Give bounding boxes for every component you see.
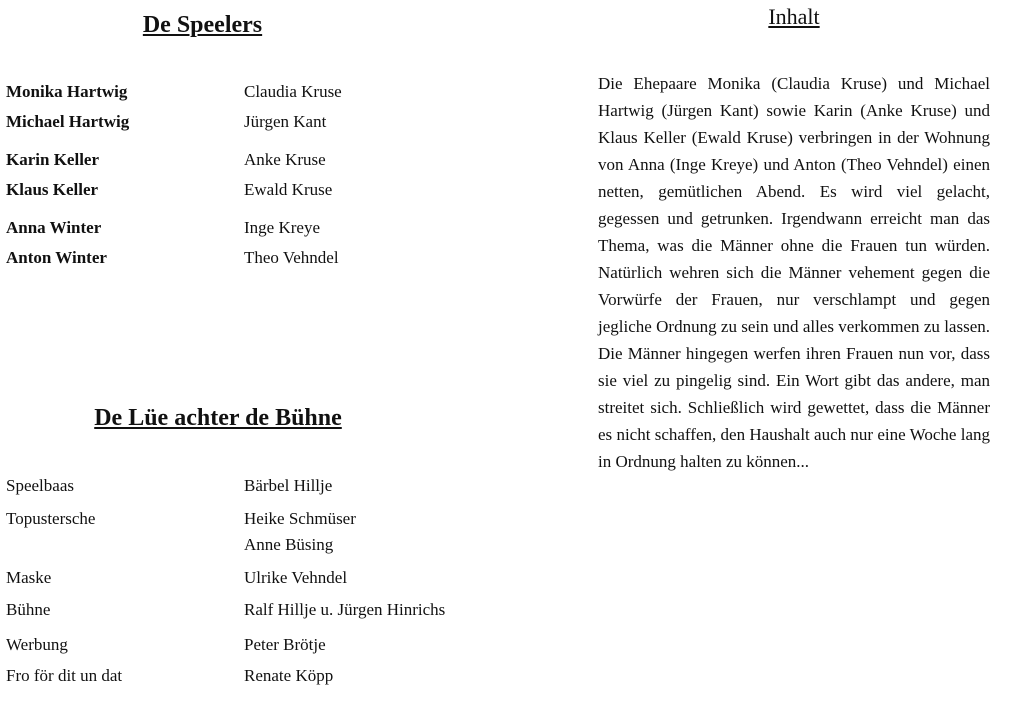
- cast-actor: Ewald Kruse: [244, 180, 333, 199]
- cast-actor: Jürgen Kant: [244, 112, 327, 131]
- cast-actor: Claudia Kruse: [244, 82, 342, 101]
- crew-name: Ralf Hillje u. Jürgen Hinrichs: [244, 600, 446, 619]
- cast-heading: De Speelers: [142, 12, 263, 38]
- crew-role: Maske: [6, 568, 52, 587]
- crew-role: Fro för dit un dat: [6, 666, 123, 685]
- crew-heading: De Lüe achter de Bühne: [94, 405, 342, 431]
- cast-role: Monika Hartwig: [6, 82, 128, 101]
- crew-name: Renate Köpp: [244, 666, 334, 685]
- summary-heading: Inhalt: [768, 4, 820, 29]
- crew-role: Topustersche: [6, 509, 96, 528]
- cast-role: Anton Winter: [6, 248, 107, 267]
- crew-name: Bärbel Hillje: [244, 476, 333, 495]
- cast-actor: Anke Kruse: [244, 150, 326, 169]
- cast-role: Karin Keller: [6, 150, 100, 169]
- cast-actor: Inge Kreye: [244, 218, 320, 237]
- cast-role: Michael Hartwig: [6, 112, 130, 131]
- crew-role: Werbung: [6, 635, 68, 654]
- summary-text: Die Ehepaare Monika (Claudia Kruse) und Michael Hartwig (Jürgen Kant) sowie Karin (Anke Kruse) und Klaus Keller (Ewald Kruse) verbringen in der Wohnung von Anna (Inge Kreye) und Anton (Theo Vehndel) einen netten, gemütlichen Abend. Es wird viel gelacht, gegessen und getrunken. Irgendwann erreicht man das Thema, was die Männer ohne die Frauen tun würden. Natürlich wehren sich die Männer vehement gegen die Vorwürfe der Frauen, nur verschlampt und gegen jegliche Ordnung zu sein und alles verkommen zu lassen. Die Männer hingegen werfen ihren Frauen nun vor, dass sie viel zu pingelig sind. Ein Wort gibt das andere, man streitet sich. Schließlich wird gewettet, dass die Männer es nicht schaffen, den Haushalt auch nur eine Woche lang in Ordnung halten zu können...: [598, 74, 990, 471]
- cast-role: Anna Winter: [6, 218, 102, 237]
- crew-role: Speelbaas: [6, 476, 74, 495]
- crew-name: Anne Büsing: [244, 535, 334, 554]
- crew-name: Ulrike Vehndel: [244, 568, 348, 587]
- cast-role: Klaus Keller: [6, 180, 99, 199]
- crew-name: Peter Brötje: [244, 635, 326, 654]
- crew-name: Heike Schmüser: [244, 509, 356, 528]
- crew-role: Bühne: [6, 600, 51, 619]
- cast-actor: Theo Vehndel: [244, 248, 339, 267]
